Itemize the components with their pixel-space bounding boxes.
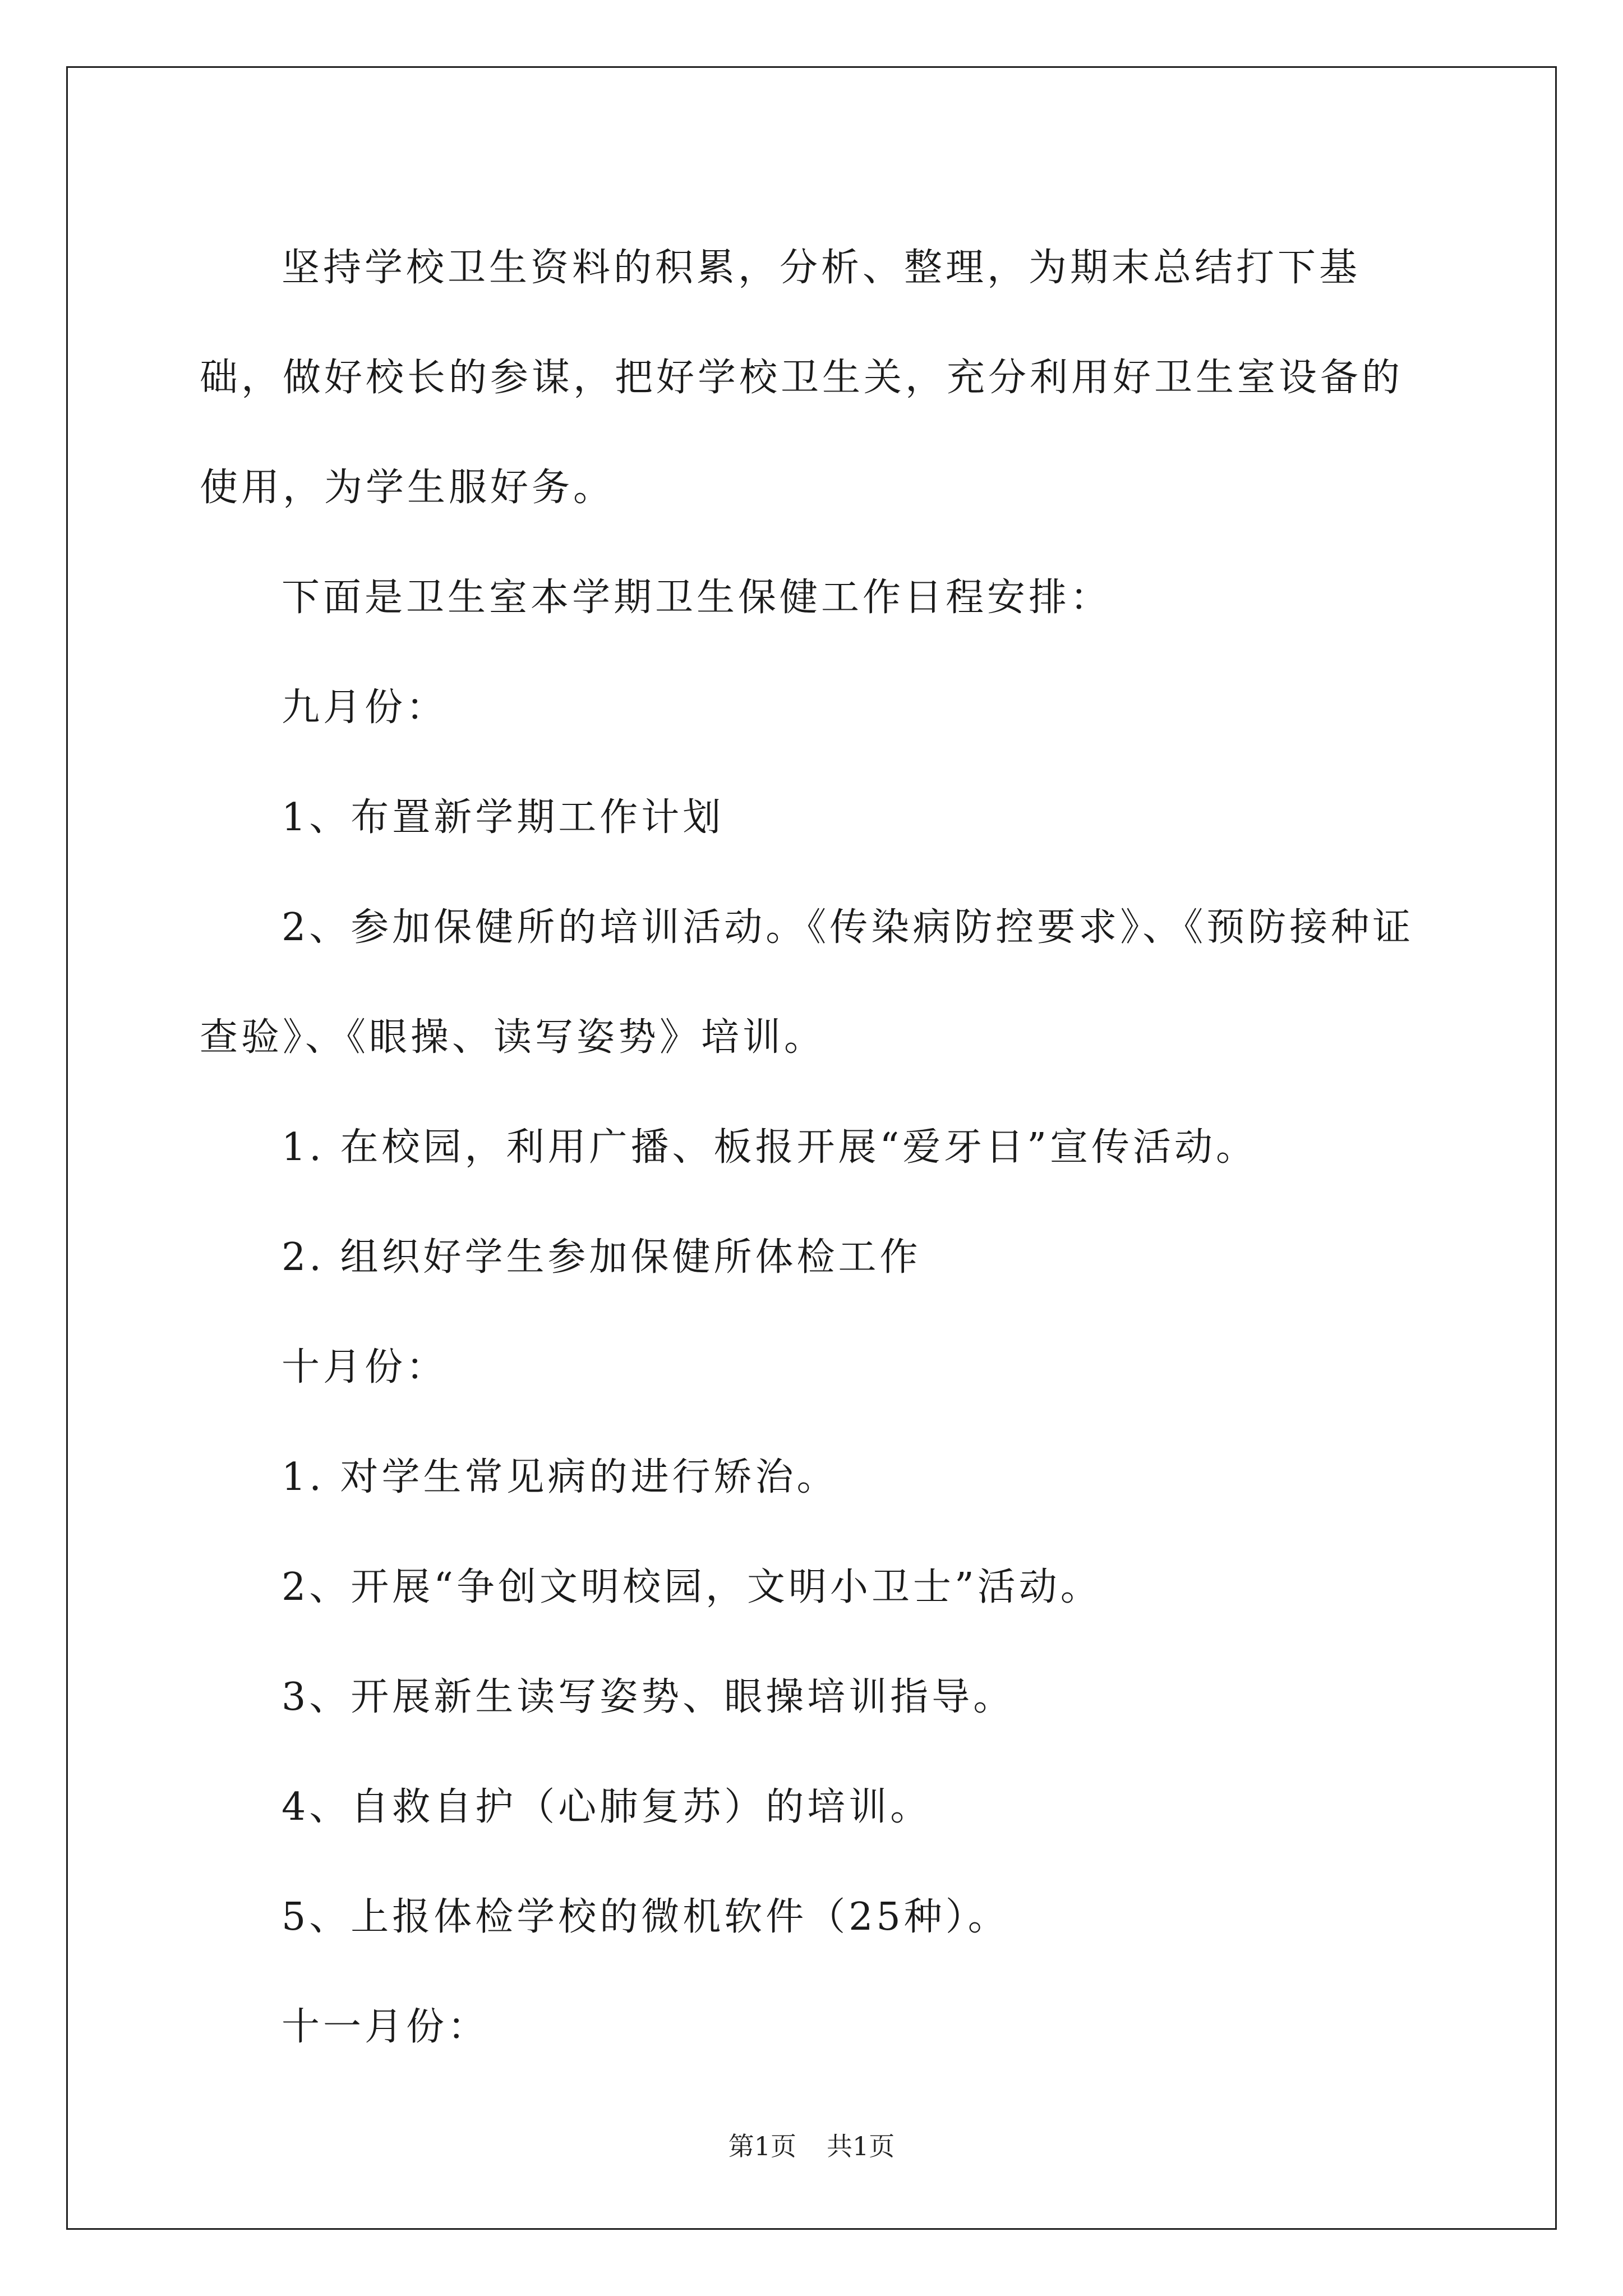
page-footer xyxy=(0,2126,1623,2163)
list-item: 2、参加保健所的培训活动。《传染病防控要求》、《预防接种证查验》、《眼操、读写姿势》培训。 xyxy=(200,905,1414,1060)
document-body xyxy=(200,213,1422,2082)
month-heading-october: 十月份： xyxy=(282,1345,448,1389)
paragraph-intro: 坚持学校卫生资料的积累，分析、整理，为期末总结打下基础，做好校长的参谋，把好学校卫生关，充分利用好卫生室设备的使用，为学生服好务。 xyxy=(200,246,1404,510)
list-item: 2、开展“争创文明校园，文明小卫士”活动。 xyxy=(282,1565,1102,1609)
paragraph-schedule-heading: 下面是卫生室本学期卫生保健工作日程安排： xyxy=(282,576,1112,620)
month-heading-november: 十一月份： xyxy=(282,2005,490,2049)
month-heading-september: 九月份： xyxy=(282,685,448,730)
list-item: 2. 组织好学生参加保健所体检工作 xyxy=(282,1235,921,1280)
list-item: 1. 在校园，利用广播、板报开展“爱牙日”宣传活动。 xyxy=(282,1125,1258,1170)
list-item: 1、布置新学期工作计划 xyxy=(282,795,725,840)
list-item: 4、自救自护（心肺复苏）的培训。 xyxy=(282,1785,932,1829)
list-item: 3、开展新生读写姿势、眼操培训指导。 xyxy=(282,1675,1015,1719)
page-total: 共1页 xyxy=(827,2131,895,2161)
list-item: 5、上报体检学校的微机软件（25种）。 xyxy=(282,1895,1009,1939)
list-item: 1. 对学生常见病的进行矫治。 xyxy=(282,1455,838,1499)
page-number: 第1页 xyxy=(728,2131,796,2161)
